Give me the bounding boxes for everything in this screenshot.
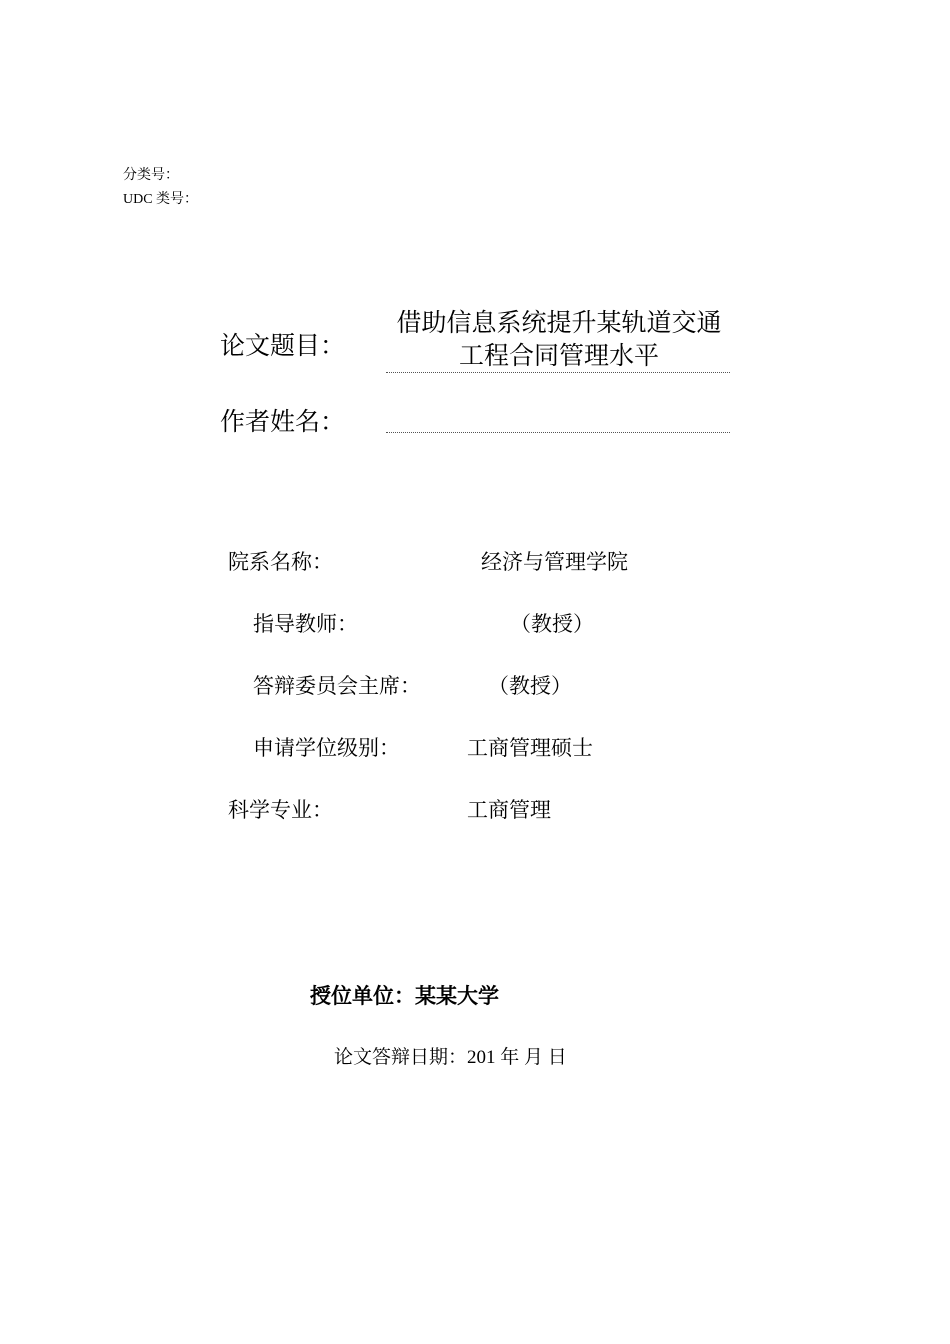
author-underline <box>386 432 730 433</box>
title-underline <box>386 372 730 373</box>
defense-date: 论文答辩日期：201 年 月 日 <box>334 1047 567 1068</box>
advisor-value: （教授） <box>510 612 594 636</box>
degree-granting-school: 授位单位：某某大学 <box>310 984 499 1008</box>
college-label: 院系名称： <box>228 550 333 574</box>
thesis-title: 借助信息系统提升某轨道交通工程合同管理水平 <box>396 308 722 370</box>
class-number-label: 分类号： <box>123 168 179 183</box>
college-value: 经济与管理学院 <box>481 550 628 574</box>
degree-label: 申请学位级别： <box>253 736 400 760</box>
major-value: 工商管理 <box>467 798 551 822</box>
title-label: 论文题目： <box>220 331 346 360</box>
advisor-label: 指导教师： <box>253 612 358 636</box>
degree-value: 工商管理硕士 <box>467 736 593 760</box>
udc-label: UDC 类号： <box>123 192 199 207</box>
author-label: 作者姓名： <box>220 407 346 436</box>
committee-value: （教授） <box>488 674 572 698</box>
committee-label: 答辩委员会主席： <box>253 674 421 698</box>
major-label: 科学专业： <box>228 798 333 822</box>
